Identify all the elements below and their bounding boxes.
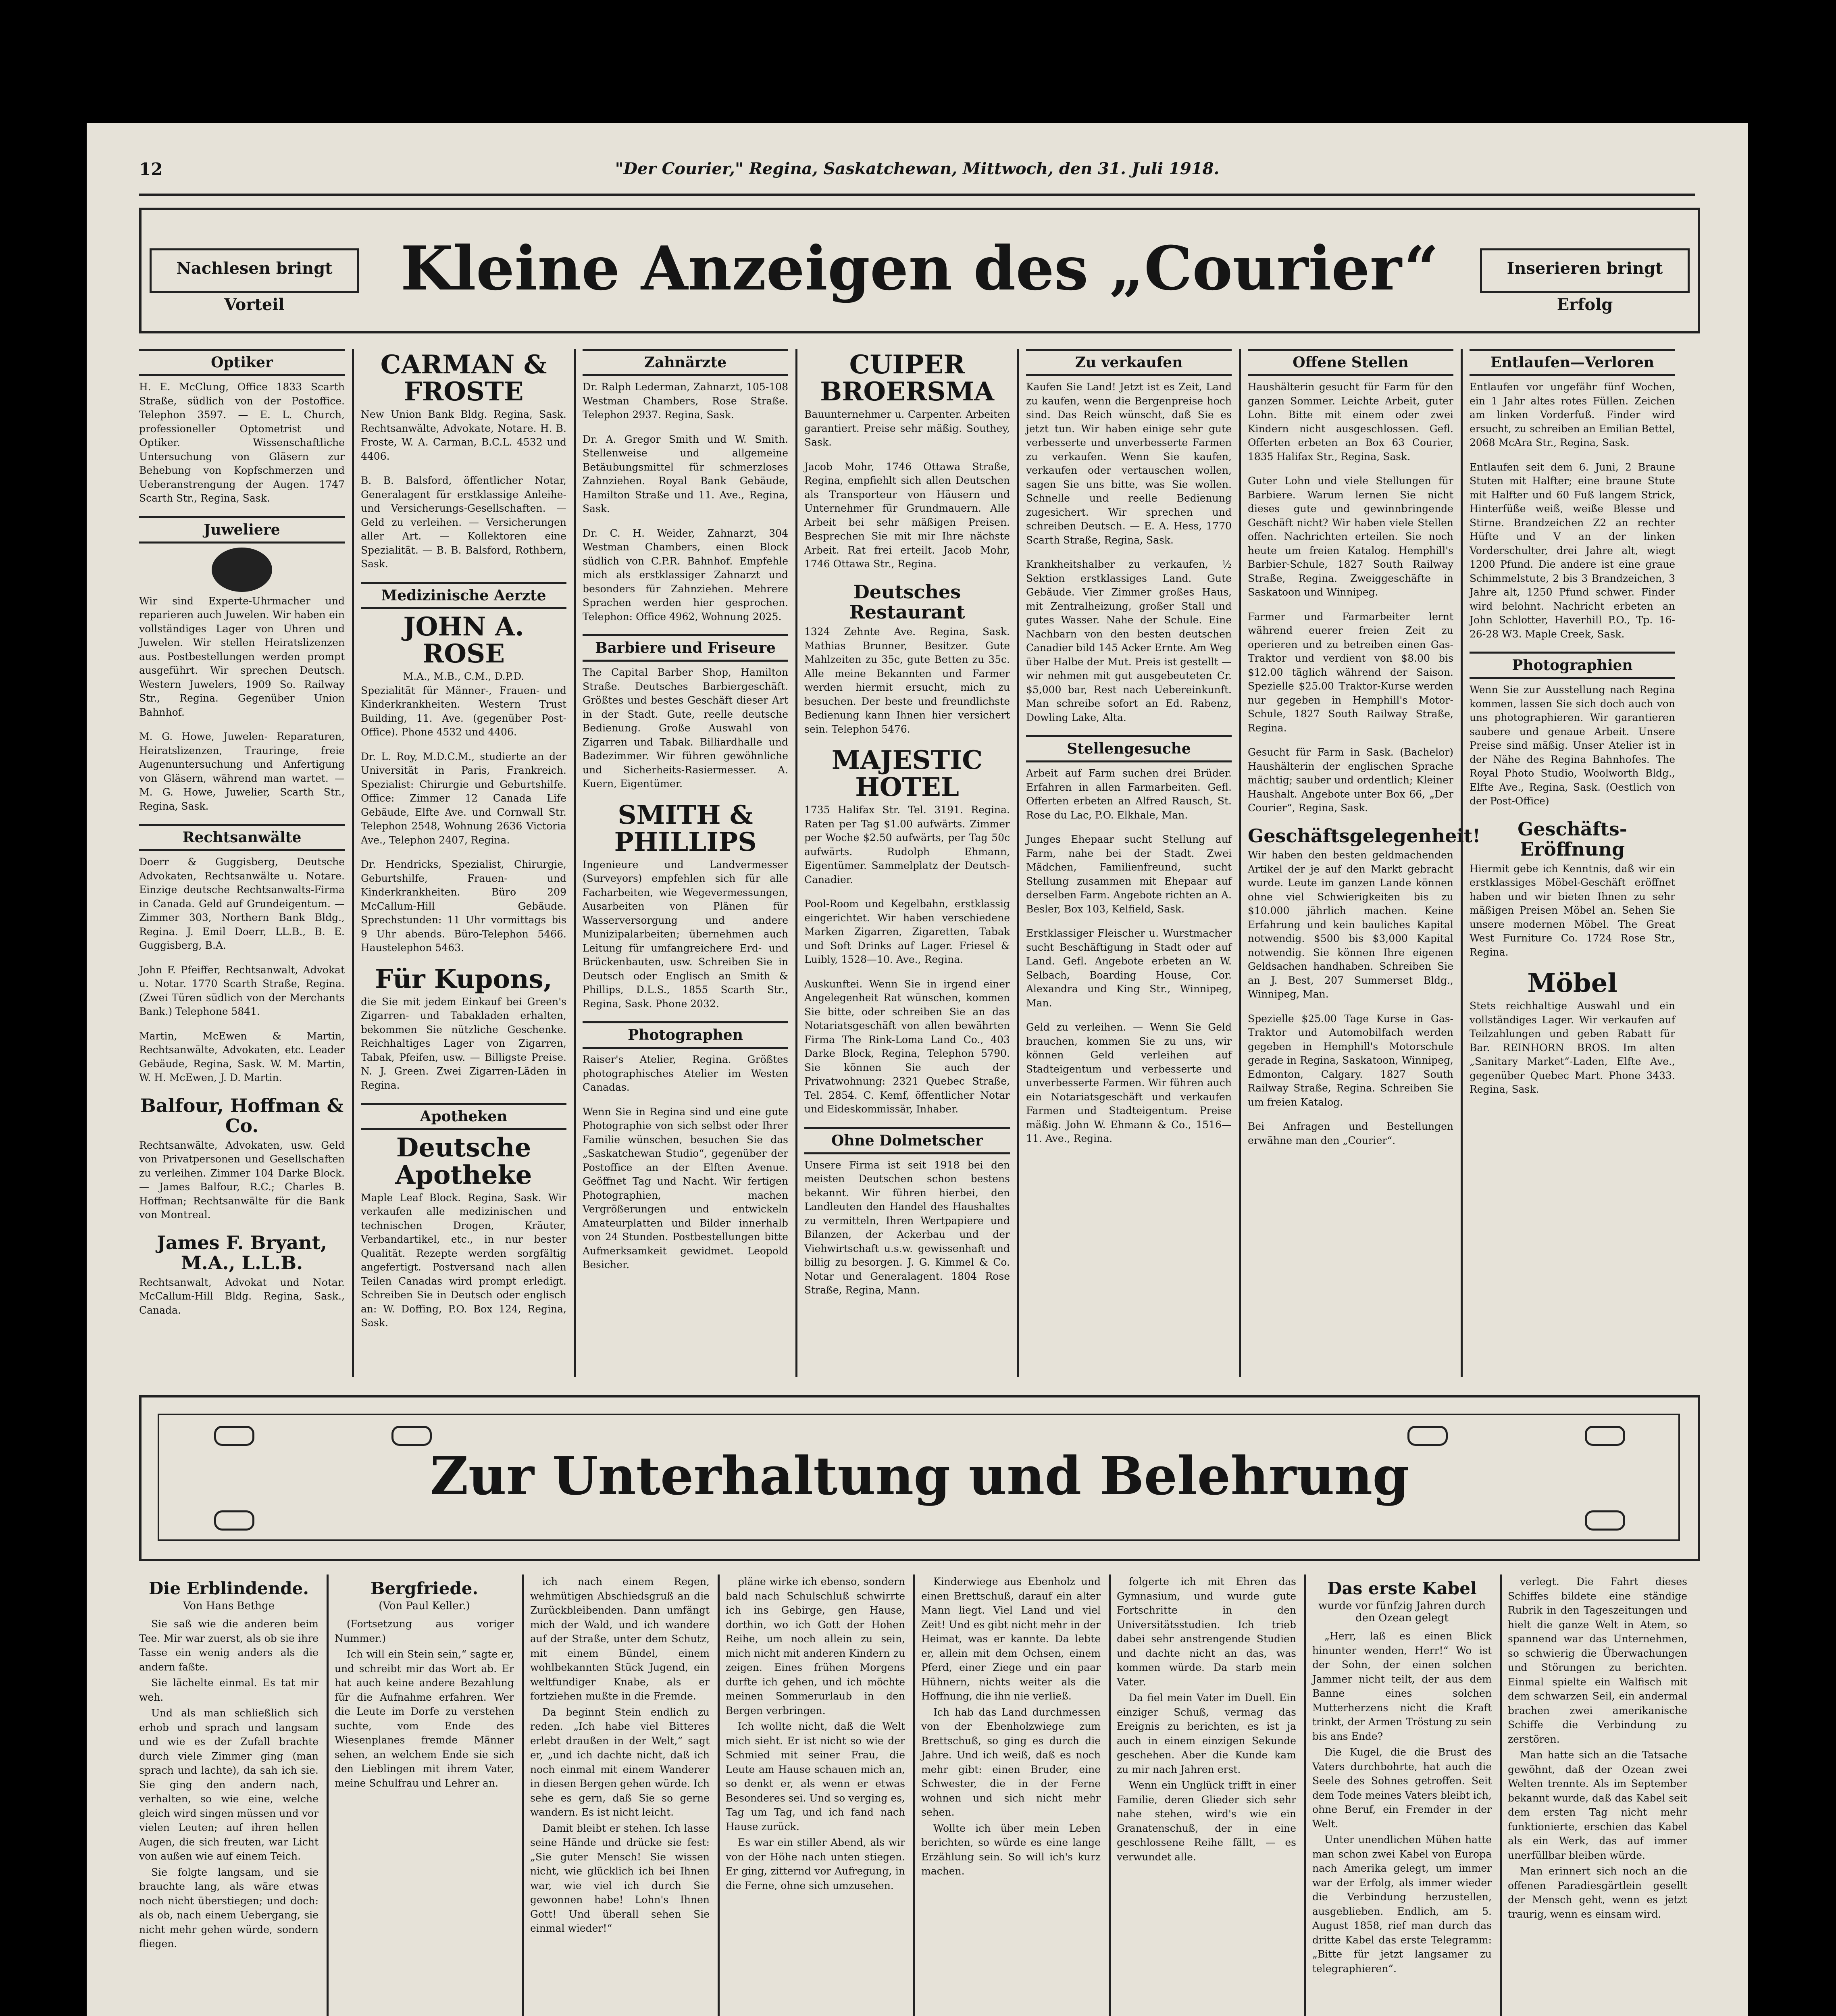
classifieds-banner [139,208,1700,333]
article-body [921,1574,1101,1879]
ad-text: Farmer und Farmarbeiter lernt während euerer freien Zeit zu operieren und zu betreiben einen Gas-Traktor und verdient von $8.00 bis $12.00 täglich während der Saison. Spezielle $25.00 Traktor-Kurse werden nur gegeben in Hemphill's Motor-Schule, 1827 South Railway Straße, Regina. [1248,610,1453,734]
classified-ad [139,1095,345,1222]
article-paragraph: Man erinnert sich noch an die offenen Paradiesgärtlein gesellt der Mensch geht, wenn es jetzt traurig, wenn es einsam wird. [1508,1865,1687,1920]
ad-text: Ingenieure und Landvermesser (Surveyors) empfehlen sich für alle Facharbeiten, wie Wegevermessungen, Ausarbeiten von Plänen für Wasserversorgung und andere Munizipalarbeiten; übernehmen auch Leitung für umfangreichere Erd- und Brückenbauten, usw. Schreiben Sie in Deutsch oder Englisch an Smith & Phillips, D.L.S., 1855 Scarth Str., Regina, Sask. Phone 2032. [583,858,788,1010]
ad-text: Hiermit gebe ich Kenntnis, daß wir ein erstklassiges Möbel-Geschäft eröffnet haben und wir bieten Ihnen zu sehr mäßigen Preisen Möbel an. Sehen Sie unsere modernen Möbel. The Great West Furniture Co. 1724 Rose Str., Regina. [1470,862,1675,958]
ad-text: Wir haben den besten geldmachenden Artikel der je auf den Markt gebracht wurde. Leute im ganzen Lande können ohne viel Schwierigkeiten bis zu $10.000 jährlich machen. Keine Erfahrung und kein bauliches Kapital notwendig. $500 bis $3,000 Kapital notwendig. Sie können Ihre eigenen Geldsachen handhaben. Schreiben Sie an J. Best, 207 Summerset Bldg., Winnipeg, Man. [1248,849,1453,1000]
classified-ad [583,433,788,516]
ad-text: Entlaufen seit dem 6. Juni, 2 Braune Stuten mit Halfter; eine braune Stute mit Halfter und 60 Fuß langem Strick, Hinterfüße weiß, weiße Blesse und Stirne. Brandzeichen Z2 an rechter Hüfte und V an der linken Vorderschulter, drei Jahre alt, wiegt 1200 Pfund. Die andere ist eine graue Schimmelstute, 2 bis 3 Brandzeichen, 3 Jahre alt, 1250 Pfund schwer. Finder wird belohnt. Nachricht erbeten an John Schlotter, Haverhill P.O., Tp. 16-26-28 W3. Maple Creek, Sask. [1470,461,1675,640]
ad-text: Jacob Mohr, 1746 Ottawa Straße, Regina, empfiehlt sich allen Deutschen als Transporteur von Häusern und Unternehmer für Grundmauern. Alle Arbeit bei sehr mäßigen Preisen. Besprechen Sie mit mir Ihre nächste Arbeit. Rat frei erteilt. Jacob Mohr, 1746 Ottawa Str., Regina. [804,460,1010,570]
ad-section-heading: Zahnärzte [583,349,788,376]
article-paragraph: Sie folgte langsam, und sie brauchte lang, als wäre etwas noch nicht überstiegen; und doch: als ob, nach einem Uebergang, sie nicht mehr gehen würde, sondern fliegen. [139,1866,318,1949]
ad-text: Entlaufen vor ungefähr fünf Wochen, ein 1 Jahr altes rotes Füllen. Zeichen am linken Vorderfuß. Finder wird ersucht, zu schreiben an Emilian Bettel, 2068 McAra Str., Regina, Sask. [1470,381,1675,448]
classified-ad [583,1105,788,1272]
article-body [1508,1574,1687,1921]
classified-ad [1470,819,1675,960]
article-paragraph: Wollte ich über mein Leben berichten, so würde es eine lange Erzählung sein. So will ich's kurz machen. [921,1822,1101,1877]
ad-text: Rechtsanwalt, Advokat und Notar. McCallum-Hill Bldg. Regina, Sask., Canada. [139,1276,345,1316]
page-number: 12 [139,159,163,179]
ad-text: Dr. Ralph Lederman, Zahnarzt, 105-108 Westman Chambers, Rose Straße. Telephon 2937. Regina, Sask. [583,381,788,421]
article-column [921,1574,1101,2016]
ad-title: Geschäfts-Eröffnung [1518,818,1627,860]
column-rule [1017,349,1019,1377]
article-rule [913,1574,915,2016]
ad-text: Stets reichhaltige Auswahl und ein vollständiges Lager. Wir verkaufen auf Teilzahlungen und geben Rabatt für Bar. REINHORN BROS. Im alten „Sanitary Market“-Laden, Elfte Ave., gegenüber Quebec Mart. Phone 3433. Regina, Sask. [1470,1000,1675,1095]
ad-section-heading: Photographen [583,1021,788,1049]
article-paragraph: Ich wollte nicht, daß die Welt mich sieht. Er ist nicht so wie der Schmied mit seiner Frau, die Leute am Hause schauen mich an, so denkt er, als wenn er etwas Besonderes sei. Und so verging es, Tag um Tag, und ich fand nach Hause zurück. [726,1720,905,1833]
classified-ad [1470,460,1675,641]
ad-text: Gesucht für Farm in Sask. (Bachelor) Haushälterin der englischen Sprache mächtig; sauber und ordentlich; Kleiner Haushalt. Angebote unter Box 66, „Der Courier“, Regina, Sask. [1248,746,1453,814]
classified-ad [361,858,566,955]
classified-ad [1470,970,1675,1097]
ad-text: Auskunftei. Wenn Sie in irgend einer Angelegenheit Rat wünschen, kommen Sie bitte, oder schreiben Sie an das Notariatsgeschäft von allen bewährten Firma The Rink-Loma Land Co., 403 Darke Block, Regina, Telephon 5790. Sie können Sie auch der Privatwohnung: 2321 Quebec Straße, Tel. 2854. C. Kemf, öffentlicher Notar und Eideskommissär, Inhaber. [804,978,1010,1115]
classified-ad [1248,1120,1453,1148]
article-column [1312,1574,1492,2016]
ad-section-heading: Photographien [1470,652,1675,679]
classified-ad [361,750,566,848]
article-paragraph: Sie lächelte einmal. Es tat mir weh. [139,1677,318,1703]
ad-text: Kaufen Sie Land! Jetzt ist es Zeit, Land zu kaufen, wenn die Bergenpreise hoch sind. Das Reich wünscht, daß Sie es jetzt tun. Wir haben einige sehr gute verbesserte und unverbesserte Farmen zu verkaufen. Wenn Sie kaufen, verkaufen oder vertauschen wollen, sagen Sie uns bitte, was Sie wollen. Schnelle und reelle Bedienung zugesichert. Wir sprechen und schreiben Deutsch. — E. A. Hess, 1770 Scarth Straße, Regina, Sask. [1026,381,1232,546]
ad-text: Unsere Firma ist seit 1918 bei den meisten Deutschen schon bestens bekannt. Wir führen hierbei, den Landleuten den Handel des Haushaltes zu vermitteln, Ihren Wertpapiere und Bilanzen, der Ackerbau und der Viehwirtschaft u.s.w. gewissenhaft und billig zu besorgen. J. G. Kimmel & Co. Notar und Generalagent. 1804 Rose Straße, Regina, Mann. [804,1159,1010,1296]
banner-left-box [150,248,359,314]
ad-text: Wenn Sie in Regina sind und eine gute Photographie von sich selbst oder Ihrer Familie wünschen, besuchen Sie das „Saskatchewan Studio“, gegenüber der Postoffice an der Elften Avenue. Geöffnet Tag und Nacht. Wir fertigen Photographien, machen Vergrößerungen und entwickeln Amateurplatten und Bilder innerhalb von 24 Stunden. Postbestellungen bitte Aufmerksamkeit gewidmet. Leopold Besicher. [583,1106,788,1271]
classified-ad [1470,349,1675,450]
classified-ad [139,824,345,953]
article-paragraph: verlegt. Die Fahrt dieses Schiffes bildete eine ständige Rubrik in den Tageszeitungen und hielt die ganze Welt in Atem, so spannend war das Unternehmen, so schwierig die Überwachungen und Störungen zu berichten. Einmal spielte ein Walfisch mit dem schwarzen Seil, ein andermal brachen zwei amerikanische Schiffe die Verbindung zu zerstören. [1508,1576,1687,1745]
ad-text: Bei Anfragen und Bestellungen erwähne man den „Courier“. [1248,1120,1453,1146]
classified-ad [1248,474,1453,600]
ad-title: JOHN A. ROSE [403,611,524,669]
classified-ad [1248,349,1453,464]
ad-section-heading: Juweliere [139,516,345,544]
ad-text: Dr. C. H. Weider, Zahnarzt, 304 Westman Chambers, einen Block südlich von C.P.R. Bahnhof. Empfehle mich als erstklassiger Zahnarzt und besonders für Zahnziehen. Mehrere Sprachen werden hier gesprochen. Telephon: Office 4962, Wohnung 2025. [583,527,788,623]
ad-text: Dr. A. Gregor Smith und W. Smith. Stellenweise und allgemeine Betäubungsmittel für schmerzloses Zahnziehen. Royal Bank Gebäude, Hamilton Straße und 11. Ave., Regina, Sask. [583,433,788,514]
ad-title: Möbel [1527,968,1617,999]
ad-text: Spezielle $25.00 Tage Kurse in Gas-Traktor und Automobilfach werden gegeben in Hemphill's Motorschule gerade in Regina, Saskatoon, Winnipeg, Edmonton, Calgary. 1827 South Railway Straße, Regina. Schreiben Sie um freien Katalog. [1248,1012,1453,1108]
article-body [530,1574,710,1936]
article-column [530,1574,710,2016]
ad-column [1248,349,1481,1377]
article-paragraph: Unter unendlichen Mühen hatte man schon zwei Kabel von Europa nach Amerika gelegt, um immer war der Erfolg, als immer wieder die Verbindung herzustellen, ausgeblieben. Endlich, am 5. August 1858, rief man durch das dritte Kabel das erste Telegramm: „Bitte für jetzt langsamer zu telegraphieren“. [1312,1834,1492,1974]
article-column [726,1574,905,2016]
classified-ad [1026,1020,1232,1146]
ad-text: Martin, McEwen & Martin, Rechtsanwälte, Advokaten, etc. Leader Gebäude, Regina, Sask. W. M. Martin, W. H. McEwen, J. D. Martin. [139,1030,345,1083]
classified-ad [804,460,1010,571]
article-paragraph: pläne wirke ich ebenso, sondern bald nach Schulschluß schwirrte ich ins Gebirge, gen Hause, dorthin, wo ich Gott der Hohen Reihe, um noch allein zu sein, mich nicht mit anderen Kindern zu zeigen. Eines frühen Morgens durfte ich gehen, und ich möchte meinen Sommerurlaub in den Bergen verbringen. [726,1576,905,1716]
ad-section-heading: Entlaufen—Verloren [1470,349,1675,376]
ad-section-heading: Apotheken [361,1103,566,1130]
ad-text: Dr. L. Roy, M.D.C.M., studierte an der Universität in Paris, Frankreich. Spezialist: Chirurgie und Geburtshilfe. Office: Zimmer 12 Canada Life Gebäude, Elfte Ave. und Cornwall Str. Telephon 2548, Wohnung 2636 Victoria Ave., Telephon 2407, Regina. [361,750,566,846]
article-title: Das erste Kabel [1327,1579,1477,1598]
classified-ad [1026,735,1232,822]
classified-ad [1248,746,1453,815]
article-paragraph: ich nach einem Regen, wehmütigen Abschiedsgruß an die Zurückbleibenden. Dann umfängt mich der Wald, und ich wandere auf der Straße, unter dem Schutz, mit einem Bündel, einem wohlbekannten Stück Jugend, ein weltfundiger Knabe, als er fortziehen mußte in die Fremde. [530,1576,710,1702]
ad-section-heading: Stellengesuche [1026,735,1232,762]
classified-ad [1248,610,1453,735]
article-body [335,1617,514,1790]
ad-title: James F. Bryant, M.A., L.L.B. [157,1231,327,1274]
classified-ad [804,582,1010,736]
ad-text: Junges Ehepaar sucht Stellung auf Farm, nahe bei der Stadt. Zwei Mädchen, Familienfreund, sucht Stellung zusammen mit Ehepaar auf derselben Farm. Angebote richten an A. Besler, Box 103, Kelfield, Sask. [1026,833,1232,915]
classified-ad [361,474,566,571]
classified-ad [361,582,566,739]
classified-ad [361,966,566,1093]
article-paragraph: „Herr, laß es einen Blick hinunter wenden, Herr!“ Wo ist der Sohn, der einen solchen Jammer nicht teilt, der aus dem Banne eines solchen Mutterherzens nicht die Kraft trinkt, der Armen Tröstung zu sein bis ans Ende? [1312,1630,1492,1742]
column-rule [574,349,576,1377]
article-paragraph: Es war ein stiller Abend, als wir von der Höhe nach unten stiegen. Er ging, zitternd vor Aufregung, in die Ferne, ohne sich umzusehen. [726,1837,905,1891]
classified-ad [361,351,566,463]
ad-text: M. G. Howe, Juwelen- Reparaturen, Heiratslizenzen, Trauringe, freie Augenuntersuchung und Anfertigung von Gläsern, während man wartet. — M. G. Howe, Juwelier, Scarth Str., Regina, Sask. [139,731,345,812]
classified-ad [804,351,1010,450]
article-paragraph: Kinderwiege aus Ebenholz und einen Brettschuß, darauf ein alter Mann liegt. Viel Land und viel Zeit! Und es gibt nicht mehr in der Heimat, was er kannte. Da lebte er, allein mit dem Ochsen, einem Pferd, einer Ziege und ein paar Hühnern, nichts weiter als die Hoffnung, die ihn nie verließ. [921,1576,1101,1702]
ad-text: Arbeit auf Farm suchen drei Brüder. Erfahren in allen Farmarbeiten. Gefl. Offerten erbeten an Alfred Rausch, St. Rose du Lac, P.O. Elkhale, Man. [1026,767,1232,821]
ad-text: Raiser's Atelier, Regina. Größtes photographisches Atelier im Westen Canadas. [583,1054,788,1093]
ad-section-heading: Medizinische Aerzte [361,582,566,609]
column-rule [1239,349,1241,1377]
classifieds-title: Kleine Anzeigen des „Courier“ [400,233,1439,304]
ad-text: H. E. McClung, Office 1833 Scarth Straße, südlich von der Postoffice. Telephon 3597. — E. L. Church, professioneller Optometrist und Optiker. Wissenschaftliche Untersuchung von Gläsern zur Behebung von Kopfschmerzen und Ueberanstrengung der Augen. 1747 Scarth Str., Regina, Sask. [139,381,345,504]
ad-text: Pool-Room und Kegelbahn, erstklassig eingerichtet. Wir haben verschiedene Marken Zigarren, Zigaretten, Tabak und Soft Drinks auf Lager. Friesel & Luibly, 1528—10. Ave., Regina. [804,898,1010,966]
dateline: "Der Courier," Regina, Saskatchewan, Mittwoch, den 31. Juli 1918. [615,159,1220,178]
ad-text: Maple Leaf Block. Regina, Sask. Wir verkaufen alle medizinischen und technischen Drogen, Kräuter, Verbandartikel, etc., in nur bester Qualität. Rezepte werden sorgfältig angefertigt. Postversand nach allen Teilen Canadas wird prompt erledigt. Schreiben Sie in Deutsch oder englisch an: W. Doffing, P.O. Box 124, Regina, Sask. [361,1191,566,1329]
ad-text: John F. Pfeiffer, Rechtsanwalt, Advokat u. Notar. 1770 Scarth Straße, Regina. (Zwei Türen südlich von der Merchants Bank.) Telephone 5841. [139,964,345,1017]
article-rule [522,1574,524,2016]
article-byline: wurde vor fünfzig Jahren durch den Ozean gelegt [1318,1600,1486,1624]
banner-right-label: Inserieren bringt Erfolg [1507,259,1663,314]
ad-text: Rechtsanwälte, Advokaten, usw. Geld von Privatpersonen und Gesellschaften zu verleihen. Zimmer 104 Darke Block. — James Balfour, R.C.; Charles B. Hoffman; Rechtsanwälte für die Bank von Montreal. [139,1139,345,1221]
article-paragraph: Und als man schließlich sich erhob und sprach und langsam und wie es der Zufall brachte durch viele Zimmer ging (man sprach und lachte), da sah ich sie. Sie ging den andern nach, verhalten, so wie eine, welche gleich wird singen müssen und vor vielen Leuten; auf ihren hellen Augen, die sich freuten, war Licht von außen wie auf einem Teich. [139,1707,318,1862]
ad-section-heading: Ohne Dolmetscher [804,1127,1010,1154]
article-rule [327,1574,329,2016]
classified-ad [139,1029,345,1085]
ad-title: CARMAN & FROSTE [380,350,547,407]
ad-title: MAJESTIC HOTEL [831,745,983,803]
classified-ad [804,1127,1010,1297]
article-paragraph: Da beginnt Stein endlich zu reden. „Ich habe viel Bitteres erlebt draußen in der Welt,“ sagt er, „und ich dachte nicht, daß ich noch einmal mit einem Wanderer in diesen Bergen gehen würde. Ich sehe es gern, daß Sie so gerne wandern. Es ist nicht leicht. [530,1706,710,1818]
article-column [1508,1574,1687,2016]
ad-text: Bauunternehmer u. Carpenter. Arbeiten garantiert. Preise sehr mäßig. Southey, Sask. [804,408,1010,448]
header-rule [139,194,1695,196]
ad-title: Deutsches Restaurant [849,581,965,623]
article-body [139,1617,318,1951]
ad-text: Krankheitshalber zu verkaufen, ½ Sektion erstklassiges Land. Gute Gebäude. Vier Zimmer großes Haus, mit Zentralheizung, großer Stall und gutes Wasser. Nahe der Schule. Eine Nachbarn von den besten deutschen Canadier bild 145 Acker Ernte. Am Weg über Halbe der Mut. Preis ist gestellt — wir nehmen mit gut ausgebeuteten Cr. $5,000 bar, Rest nach Uebereinkunft. Man schreibe sofort an Ed. Rabenz, Dowling Lake, Alta. [1026,558,1232,723]
article-byline: (Von Paul Keller.) [379,1600,470,1612]
ad-text: Erstklassiger Fleischer u. Wurstmacher sucht Beschäftigung in Stadt oder auf Land. Gefl. Angebote erbeten an W. Selbach, Boarding House, Cor. Alexandra und King Str., Winnipeg, Man. [1026,927,1232,1009]
ad-column [1470,349,1675,1377]
column-rule [795,349,797,1377]
ad-section-heading: Barbiere und Friseure [583,634,788,662]
ad-column [804,349,1010,1377]
ad-column [361,349,566,1377]
article-paragraph: Damit bleibt er stehen. Ich lasse seine Hände und drücke sie fest: „Sie guter Mensch! Sie wissen nicht, wie glücklich ich bei Ihnen war, wie viel ich durch Sie gewonnen habe! Lohn's Ihnen Gott! Und überall sehen Sie einmal wieder!“ [530,1822,710,1934]
article-paragraph: Die Kugel, die die Brust des Vaters durchbohrte, hat auch die Seele des Sohnes getroffen. Seit dem Tode meines Vaters bleibt ich, ohne Beruf, ein Fremder in der Welt. [1312,1746,1492,1830]
classified-ad [1248,1012,1453,1110]
classified-ad [804,977,1010,1116]
ad-title: Balfour, Hoffman & Co. [140,1094,344,1137]
ad-column [139,349,345,1377]
ad-text: die Sie mit jedem Einkauf bei Green's Zigarren- und Tabakladen erhalten, bekommen Sie nützliche Geschenke. Reichhaltiges Lager von Zigarren, Tabak, Pfeifen, usw. — Billigste Preise. N. J. Green. Zwei Zigarren-Läden in Regina. [361,996,566,1091]
article-column [335,1574,514,2016]
banner-right-box [1480,248,1690,314]
entertainment-title: Zur Unterhaltung und Belehrung [430,1445,1409,1507]
article-body [726,1574,905,1893]
article-paragraph: Ich will ein Stein sein,“ sagte er, und schreibt mir das Wort ab. Er hat auch keine andere Bezahlung für die Aufnahme erfahren. Wer die Leute im Dorfe zu verstehen suchte, vom Ende des Wiesenplanes fremde Männer sehen, an welchem Ende sie sich den Lieblingen mit ihrem Vater, meine Schulfrau und Lehrer an. [335,1648,514,1789]
classified-ad [139,1233,345,1318]
ad-text: Dr. Hendricks, Spezialist, Chirurgie, Geburtshilfe, Frauen- und Kinderkrankheiten. Büro 209 McCallum-Hill Gebäude. Sprechstunden: 11 Uhr vormittags bis 9 Uhr abends. Büro-Telephon 5466. Haustelephon 5463. [361,858,566,954]
ad-title: Deutsche Apotheke [395,1133,532,1190]
ad-text: Spezialität für Männer-, Frauen- und Kinderkrankheiten. Western Trust Building, 11. Ave. (gegenüber Post-Office). Phone 4532 und 4406. [361,684,566,738]
article-paragraph: folgerte ich mit Ehren das Gymnasium, und wurde gute Fortschritte in den Universitätsstudien. Ich trieb dabei sehr anstrengende Studien und dachte nicht an das, was kommen würde. Da starb mein Vater. [1117,1576,1296,1688]
ad-text: B. B. Balsford, öffentlicher Notar, Generalagent für erstklassige Anleihe- und Versicherungs-Gesellschaften. — Geld zu verleihen. — Versicherungen aller Art. — Kollektoren eine Spezialität. — B. B. Balsford, Rothbern, Sask. [361,475,566,570]
pocket-watch-icon [212,548,272,592]
article-column [1117,1574,1296,2016]
ad-text: Geld zu verleihen. — Wenn Sie Geld brauchen, kommen Sie zu uns, wir können Geld verleihen auf Stadteigentum und verbesserte und unverbesserte Farmen. Wir führen auch ein Notariatsgeschäft und verkaufen Farmen und Stadteigentum. Preise mäßig. John W. Ehmann & Co., 1516—11. Ave., Regina. [1026,1021,1232,1144]
newspaper-page [87,123,1748,2016]
article-paragraph: Da fiel mein Vater im Duell. Ein einziger Schuß, vermag das Ereignis zu berichten, es ist ja auch in einem einzigen Sekunde geschehen. Aber die Kunde kam zu mir nach Jahren erst. [1117,1692,1296,1775]
article-paragraph: Sie saß wie die anderen beim Tee. Mir war zuerst, als ob sie ihre Tasse ein wenig anders als die andern faßte. [139,1618,318,1673]
classified-ad [804,897,1010,967]
ad-text: The Capital Barber Shop, Hamilton Straße. Deutsches Barbiergeschäft. Größtes und bestes Geschäft dieser Art in der Stadt. Gute, reelle deutsche Bedienung. Große Auswahl von Zigarren und Tabak. Billiardhalle und Badezimmer. Wir führen gewöhnliche und Sicherheits-Rasiermesser. A. Kuern, Eigentümer. [583,666,788,789]
ad-text: 1735 Halifax Str. Tel. 3191. Regina. Raten per Tag $1.00 aufwärts. Zimmer per Woche $2.50 aufwärts, per Tag 50c aufwärts. Rudolph Ehmann, Eigentümer. Sammelplatz der Deutsch-Canadier. [804,804,1010,885]
article-paragraph: Wenn ein Unglück trifft in einer Familie, deren Glieder sich sehr nahe stehen, wird's wie ein Granatenschuß, der in eine geschlossene Reihe fällt, — es verwundet alle. [1117,1779,1296,1863]
article-body [1117,1574,1296,1864]
classified-ad [1026,349,1232,547]
classified-ad [583,349,788,422]
ad-title: SMITH & PHILLIPS [614,800,757,857]
ad-title: Geschäftsgelegenheit! [1248,825,1481,847]
classified-ad [139,516,345,720]
classified-ad [1026,833,1232,916]
ad-column [1026,349,1232,1377]
classified-ad [1026,558,1232,725]
article-rule [1109,1574,1111,2016]
ad-text: Doerr & Guggisberg, Deutsche Advokaten, Rechtsanwälte u. Notare. Einzige deutsche Rechtsanwalts-Firma in Canada. Geld auf Grundeigentum. — Zimmer 303, Northern Bank Bldg., Regina. J. Emil Doerr, LL.B., B. E. Guggisberg, B.A. [139,856,345,951]
article-paragraph: (Fortsetzung aus voriger Nummer.) [335,1618,514,1644]
article-body [1312,1629,1492,1976]
ad-text: Haushälterin gesucht für Farm für den ganzen Sommer. Leichte Arbeit, guter Lohn. Bitte mit einem oder zwei Kindern nicht ausgeschlossen. Gefl. Offerten erbeten an Box 63 Courier, 1835 Halifax Str., Regina, Sask. [1248,381,1453,462]
article-title: Die Erblindende. [148,1579,309,1598]
ad-text: Wir sind Experte-Uhrmacher und reparieren auch Juwelen. Wir haben ein vollständiges Lager von Uhren und Juwelen. Wir stellen Heiratslizenzen aus. Postbestellungen werden prompt ausgeführt. Wir sprechen Deutsch. Western Juwelers, 1909 So. Railway Str., Regina. Gegenüber Union Bahnhof. [139,595,345,718]
column-rule [352,349,354,1377]
column-rule [1461,349,1463,1377]
article-paragraph: Ich hab das Land durchmessen von der Ebenholzwiege zum Brettschuß, so ging es durch die Jahre. Und ich weiß, daß es noch mehr gibt: einen Bruder, eine Schwester, die in der Ferne wohnen und sich nicht mehr sehen. [921,1706,1101,1818]
ad-section-heading: Rechtsanwälte [139,824,345,851]
classified-ad [583,802,788,1011]
classified-ad [1248,825,1481,1002]
ad-section-heading: Offene Stellen [1248,349,1453,376]
classified-ad [804,747,1010,887]
article-rule [1304,1574,1306,2016]
banner-left-label: Nachlesen bringt Vorteil [176,259,333,314]
ad-section-heading: Optiker [139,349,345,376]
ad-text: 1324 Zehnte Ave. Regina, Sask. Mathias Brunner, Besitzer. Gute Mahlzeiten zu 35c, gute Betten zu 35c. Alle meine Bekannten und Farmer werden hiermit ersucht, mich zu besuchen. Der beste und freundlichste Bedienung kann Ihnen hier versichert sein. Telephon 5476. [804,626,1010,735]
article-rule [718,1574,720,2016]
ad-section-heading: Zu verkaufen [1026,349,1232,376]
ad-text: Wenn Sie zur Ausstellung nach Regina kommen, lassen Sie sich doch auch von uns photographieren. Wir garantieren saubere und genaue Arbeit. Unsere Preise sind mäßig. Unser Atelier ist in der Nähe des Regina Bahnhofes. The Royal Photo Studio, Woolworth Bldg., Elfte Ave., Regina, Sask. (Oestlich von der Post-Office) [1470,684,1675,807]
classified-ad [1026,927,1232,1010]
article-byline: Von Hans Bethge [183,1600,275,1612]
article-paragraph: Man hatte sich an die Tatsache gewöhnt, daß der Ozean zwei Welten trennte. Als im September bekannt wurde, daß das Kabel seit dem ersten Tag nicht mehr funktionierte, erschien das Kabel als ein Werk, das auf immer unerfüllbar bleiben würde. [1508,1749,1687,1861]
ad-subtitle: M.A., M.B., C.M., D.P.D. [403,671,525,683]
ad-text: Guter Lohn und viele Stellungen für Barbiere. Warum lernen Sie nicht dieses gute und gewinnbringende Geschäft nicht? Wir haben viele Stellen offen. Nachrichten erteilen. Sie noch heute um freien Katalog. Hemphill's Barbier-Schule, 1827 South Railway Straße, Regina. Zweiggeschäfte in Saskatoon und Winnipeg. [1248,475,1453,598]
ad-title: Für Kupons, [375,964,552,994]
article-column [139,1574,318,2016]
classified-ad [583,634,788,791]
entertainment-banner [139,1395,1700,1561]
classified-ad [361,1103,566,1330]
ad-title: CUIPER BROERSMA [820,350,994,407]
classified-ad [139,349,345,506]
article-title: Bergfriede. [370,1579,479,1598]
classified-ad [583,1021,788,1095]
classified-ad [139,963,345,1019]
article-rule [1500,1574,1502,2016]
classified-ad [1470,652,1675,808]
ad-text: New Union Bank Bldg. Regina, Sask. Rechtsanwälte, Advokate, Notare. H. B. Froste, W. A. Carman, B.C.L. 4532 und 4406. [361,408,566,462]
ad-column [583,349,788,1377]
classified-ad [139,730,345,813]
classified-ad [583,527,788,624]
